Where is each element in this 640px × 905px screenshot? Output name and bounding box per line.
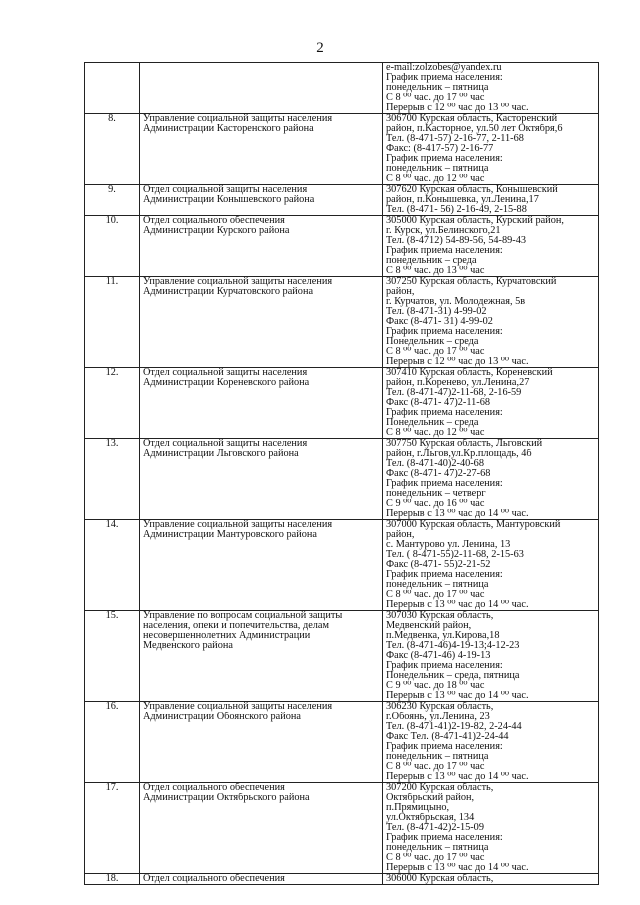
contact-line: Факс (8-471- 47)2-11-68 bbox=[386, 398, 490, 408]
office-name-cell bbox=[140, 368, 383, 439]
page-number: 2 bbox=[316, 40, 324, 56]
table-row bbox=[85, 216, 599, 277]
contact-cell bbox=[383, 439, 599, 520]
office-name-line: Управление социальной защиты населения bbox=[143, 520, 333, 530]
contact-cell bbox=[383, 368, 599, 439]
row-number: 14. bbox=[85, 520, 140, 611]
office-name-line: Администрации Курского района bbox=[143, 226, 290, 236]
contact-line: 307000 Курская область, Мантуровский bbox=[386, 520, 561, 530]
office-name-line: Управление по вопросам социальной защиты bbox=[143, 611, 343, 621]
contact-line: Тел. (8-471-57) 2-16-77, 2-11-68 bbox=[386, 134, 524, 144]
office-name-cell bbox=[140, 185, 383, 216]
table-row bbox=[85, 439, 599, 520]
office-name-line: Управление социальной защиты населения bbox=[143, 702, 333, 712]
table-row bbox=[85, 277, 599, 368]
contact-line: График приема населения: bbox=[386, 154, 503, 164]
office-name-line: несовершеннолетних Администрации bbox=[143, 631, 311, 641]
row-number: 16. bbox=[85, 702, 140, 783]
contact-line: Факс: (8-417-57) 2-16-77 bbox=[386, 144, 494, 154]
contact-line: Факс (8-471-46) 4-19-13 bbox=[386, 651, 491, 661]
contact-line: район, bbox=[386, 530, 415, 540]
row-number: 18. bbox=[85, 874, 140, 885]
contact-line: График приема населения: bbox=[386, 327, 503, 337]
contact-line: ул.Октябрьская, 134 bbox=[386, 813, 475, 823]
office-name-line: Управление социальной защиты населения bbox=[143, 114, 333, 124]
office-name-line: Медвенского района bbox=[143, 641, 233, 651]
contact-cell bbox=[383, 114, 599, 185]
office-name-line: Администрации Касторенского района bbox=[143, 124, 314, 134]
office-name-cell bbox=[140, 216, 383, 277]
office-name-cell bbox=[140, 520, 383, 611]
office-name-line: Администрации Кореневского района bbox=[143, 378, 310, 388]
table-row bbox=[85, 702, 599, 783]
office-name-cell bbox=[140, 874, 383, 885]
row-number: 17. bbox=[85, 783, 140, 874]
office-name-cell bbox=[140, 277, 383, 368]
table-row bbox=[85, 368, 599, 439]
contact-line: 307250 Курская область, Курчатовский bbox=[386, 277, 557, 287]
contact-cell bbox=[383, 277, 599, 368]
contact-line: район, bbox=[386, 287, 415, 297]
table-row bbox=[85, 185, 599, 216]
contact-line: Факс (8-471- 47)2-27-68 bbox=[386, 469, 491, 479]
table-row bbox=[85, 114, 599, 185]
contact-line: 306230 Курская область, bbox=[386, 702, 494, 712]
row-number: 11. bbox=[85, 277, 140, 368]
row-number: 8. bbox=[85, 114, 140, 185]
contact-line: Факс (8-471- 55)2-21-52 bbox=[386, 560, 491, 570]
contact-line: 307200 Курская область, bbox=[386, 783, 494, 793]
contact-line: Тел. (8-471- 56) 2-16-49, 2-15-88 bbox=[386, 205, 527, 215]
office-name-line: Администрации Конышевского района bbox=[143, 195, 315, 205]
contact-line: Перерыв с 13 ⁰⁰ час до 14 ⁰⁰ час. bbox=[386, 600, 529, 610]
office-name-line: Отдел социального обеспечения bbox=[143, 874, 285, 884]
contact-line: понедельник – пятница bbox=[386, 843, 489, 853]
contact-line: Перерыв с 13 ⁰⁰ час до 14 ⁰⁰ час. bbox=[386, 772, 529, 782]
row-number: 12. bbox=[85, 368, 140, 439]
contact-line: Тел. (8-471-31) 4-99-02 bbox=[386, 307, 487, 317]
office-name-line: населения, опеки и попечительства, делам bbox=[143, 621, 329, 631]
contact-cell bbox=[383, 520, 599, 611]
contact-line: Факс Тел. (8-471-41)2-24-44 bbox=[386, 732, 509, 742]
contact-line: Тел. (8-4712) 54-89-56, 54-89-43 bbox=[386, 236, 527, 246]
contact-cell bbox=[383, 702, 599, 783]
contact-line: С 9 ⁰⁰ час. до 18 ⁰⁰ час bbox=[386, 681, 485, 691]
table-row bbox=[85, 63, 599, 114]
contact-line: С 8 ⁰⁰ час. до 17 ⁰⁰ час bbox=[386, 762, 485, 772]
contact-line: Тел. ( 8-471-55)2-11-68, 2-15-63 bbox=[386, 550, 524, 560]
office-name-cell bbox=[140, 783, 383, 874]
contact-line: График приема населения: bbox=[386, 246, 503, 256]
contact-line: Медвенский район, bbox=[386, 621, 472, 631]
contact-line: Перерыв с 13 ⁰⁰ час до 14 ⁰⁰ час. bbox=[386, 509, 529, 519]
office-name-cell bbox=[140, 439, 383, 520]
contact-line: e-mail:zolzobes@yandex.ru bbox=[386, 63, 502, 73]
contact-cell bbox=[383, 63, 599, 114]
contact-line: График приема населения: bbox=[386, 570, 503, 580]
contact-line: 307750 Курская область, Льговский bbox=[386, 439, 543, 449]
contact-line: С 8 ⁰⁰ час. до 12 ⁰⁰ час bbox=[386, 174, 485, 184]
contact-line: Тел. (8-471-47)2-11-68, 2-16-59 bbox=[386, 388, 522, 398]
contact-cell bbox=[383, 216, 599, 277]
contact-line: понедельник – среда bbox=[386, 256, 477, 266]
contact-line: 306000 Курская область, bbox=[386, 874, 494, 884]
contact-line: С 8 ⁰⁰ час. до 17 ⁰⁰ час bbox=[386, 347, 485, 357]
contact-cell bbox=[383, 611, 599, 702]
contact-line: С 8 ⁰⁰ час. до 12 ⁰⁰ час bbox=[386, 428, 485, 438]
table-row bbox=[85, 520, 599, 611]
office-name-cell bbox=[140, 63, 383, 114]
contact-line: п.Медвенка, ул.Кирова,18 bbox=[386, 631, 500, 641]
contact-line: График приема населения: bbox=[386, 73, 503, 83]
row-number: 15. bbox=[85, 611, 140, 702]
contact-line: понедельник – пятница bbox=[386, 164, 489, 174]
contact-line: С 8 ⁰⁰ час. до 17 ⁰⁰ час bbox=[386, 590, 485, 600]
contact-line: Понедельник – среда, пятница bbox=[386, 671, 520, 681]
office-name-line: Администрации Мантуровского района bbox=[143, 530, 317, 540]
office-name-line: Отдел социальной защиты населения bbox=[143, 368, 308, 378]
office-name-line: Отдел социального обеспечения bbox=[143, 216, 285, 226]
office-name-line: Администрации Октябрьского района bbox=[143, 793, 310, 803]
contact-line: район, п.Коренево, ул.Ленина,27 bbox=[386, 378, 530, 388]
contact-line: понедельник – пятница bbox=[386, 580, 489, 590]
office-name-line: Администрации Льговского района bbox=[143, 449, 299, 459]
office-name-line: Отдел социальной защиты населения bbox=[143, 185, 308, 195]
contact-line: Перерыв с 12 ⁰⁰ час до 13 ⁰⁰ час. bbox=[386, 357, 529, 367]
contact-line: г. Курск, ул.Белинского,21 bbox=[386, 226, 501, 236]
office-name-line: Отдел социальной защиты населения bbox=[143, 439, 308, 449]
row-number: 10. bbox=[85, 216, 140, 277]
contact-line: Октябрьский район, bbox=[386, 793, 475, 803]
contact-line: г.Обоянь, ул.Ленина, 23 bbox=[386, 712, 490, 722]
contact-line: понедельник – четверг bbox=[386, 489, 486, 499]
row-number: 9. bbox=[85, 185, 140, 216]
office-name-line: Отдел социального обеспечения bbox=[143, 783, 285, 793]
contact-line: г. Курчатов, ул. Молодежная, 5в bbox=[386, 297, 526, 307]
office-name-cell bbox=[140, 702, 383, 783]
office-name-line: Управление социальной защиты населения bbox=[143, 277, 333, 287]
contact-line: район, г.Льгов,ул.Кр.площадь, 4б bbox=[386, 449, 532, 459]
contact-line: С 8 ⁰⁰ час. до 17 ⁰⁰ час bbox=[386, 93, 485, 103]
contact-line: Тел. (8-471-41)2-19-82, 2-24-44 bbox=[386, 722, 522, 732]
contact-line: район, п.Касторное, ул.50 лет Октября,6 bbox=[386, 124, 563, 134]
contact-line: 305000 Курская область, Курский район, bbox=[386, 216, 564, 226]
contact-line: п.Прямицыно, bbox=[386, 803, 450, 813]
contact-line: Понедельник – среда bbox=[386, 337, 479, 347]
table-row bbox=[85, 611, 599, 702]
contact-line: понедельник – пятница bbox=[386, 752, 489, 762]
contact-line: Понедельник – среда bbox=[386, 418, 479, 428]
contact-line: понедельник – пятница bbox=[386, 83, 489, 93]
row-number bbox=[85, 63, 140, 114]
table-body bbox=[85, 63, 599, 885]
contact-line: Перерыв с 13 ⁰⁰ час до 14 ⁰⁰ час. bbox=[386, 863, 529, 873]
contact-line: Тел. (8-471-40)2-40-68 bbox=[386, 459, 484, 469]
contact-line: График приема населения: bbox=[386, 833, 503, 843]
contact-line: с. Мантурово ул. Ленина, 13 bbox=[386, 540, 511, 550]
offices-table bbox=[84, 62, 599, 885]
contact-line: Тел. (8-471-42)2-15-09 bbox=[386, 823, 484, 833]
office-name-line: Администрации Курчатовского района bbox=[143, 287, 314, 297]
contact-line: С 8 ⁰⁰ час. до 17 ⁰⁰ час bbox=[386, 853, 485, 863]
contact-line: 307030 Курская область, bbox=[386, 611, 494, 621]
office-name-cell bbox=[140, 611, 383, 702]
office-name-line: Администрации Обоянского района bbox=[143, 712, 301, 722]
row-number: 13. bbox=[85, 439, 140, 520]
contact-line: Перерыв с 13 ⁰⁰ час до 14 ⁰⁰ час. bbox=[386, 691, 529, 701]
contact-line: 307410 Курская область, Кореневский bbox=[386, 368, 553, 378]
contact-line: График приема населения: bbox=[386, 661, 503, 671]
contact-cell bbox=[383, 783, 599, 874]
contact-line: Факс (8-471- 31) 4-99-02 bbox=[386, 317, 493, 327]
office-name-cell bbox=[140, 114, 383, 185]
contact-line: С 9 ⁰⁰ час. до 16 ⁰⁰ час bbox=[386, 499, 485, 509]
contact-line: 307620 Курская область, Конышевский bbox=[386, 185, 558, 195]
contact-line: 306700 Курская область, Касторенский bbox=[386, 114, 558, 124]
contact-line: Тел. (8-471-46)4-19-13;4-12-23 bbox=[386, 641, 520, 651]
contact-line: Перерыв с 12 ⁰⁰ час до 13 ⁰⁰ час. bbox=[386, 103, 529, 113]
contact-line: район, п.Конышевка, ул.Ленина,17 bbox=[386, 195, 539, 205]
contact-cell bbox=[383, 874, 599, 885]
contact-line: График приема населения: bbox=[386, 408, 503, 418]
contact-cell bbox=[383, 185, 599, 216]
table-row bbox=[85, 874, 599, 885]
contact-line: График приема населения: bbox=[386, 742, 503, 752]
contact-line: С 8 ⁰⁰ час. до 13 ⁰⁰ час bbox=[386, 266, 485, 276]
contact-line: График приема населения: bbox=[386, 479, 503, 489]
table-row bbox=[85, 783, 599, 874]
